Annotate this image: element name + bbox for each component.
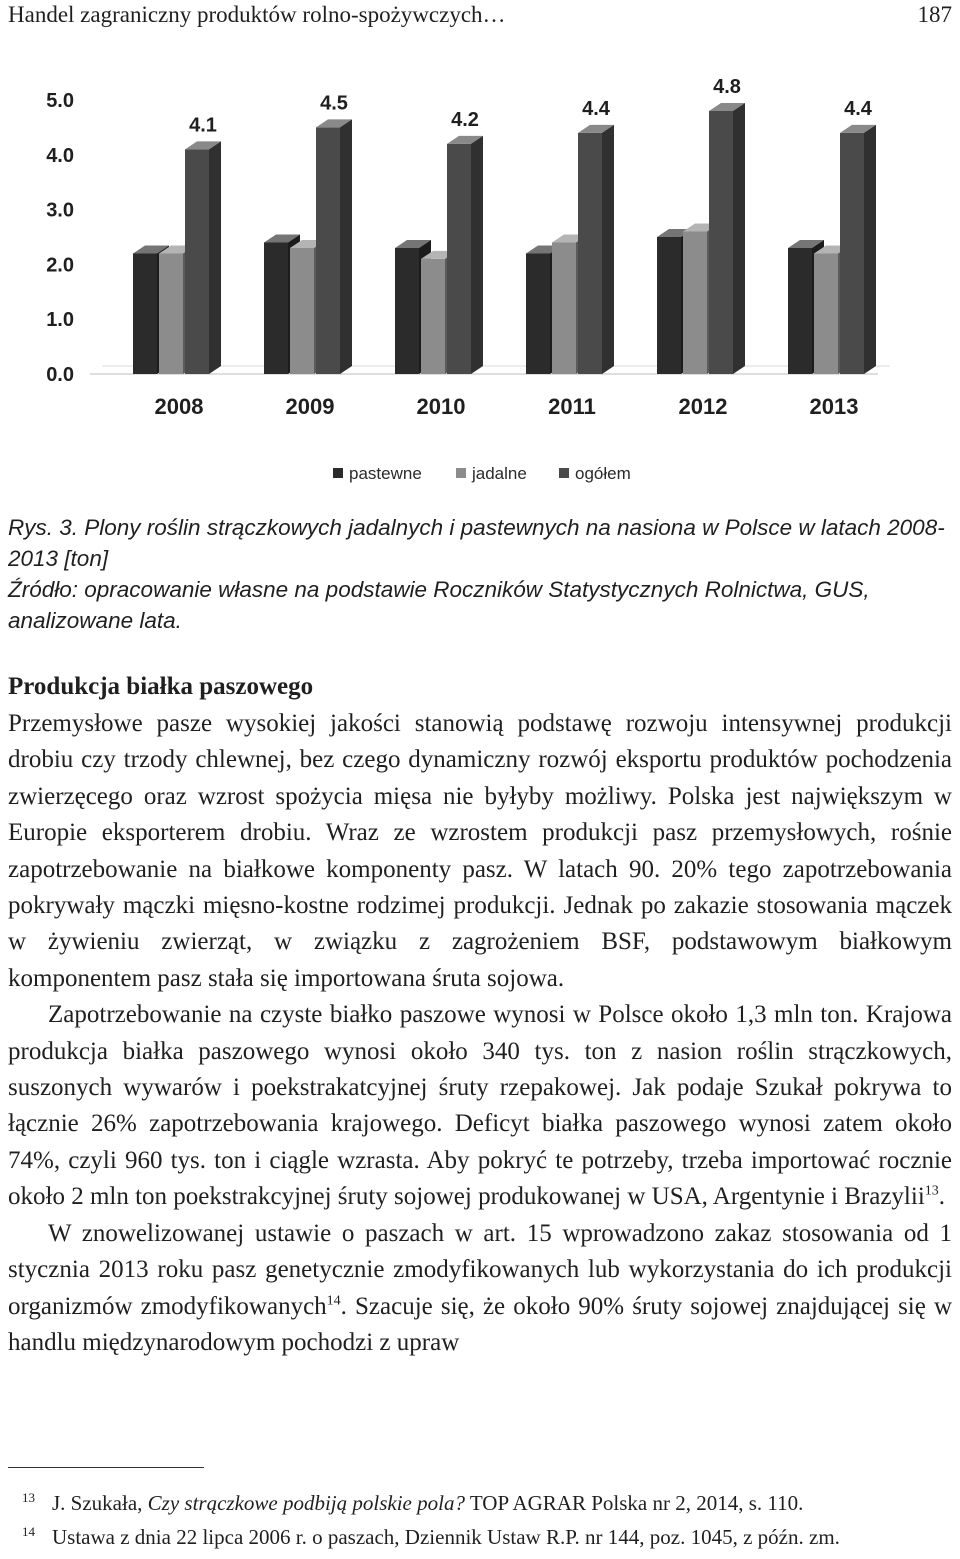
bar-chart: [0, 42, 960, 492]
bar-side: [471, 136, 483, 374]
bar-front: [185, 149, 209, 374]
bar-front: [526, 253, 550, 374]
bar-front: [683, 232, 707, 374]
data-label: 4.2: [451, 108, 479, 131]
bar-ogółem-2008: [185, 114, 221, 374]
bar-series-group: [90, 76, 890, 374]
y-axis-ticks: [46, 90, 74, 386]
bar-front: [159, 253, 183, 374]
y-tick-label: 0.0: [46, 364, 74, 386]
running-header: [8, 0, 952, 30]
footnote-14: [8, 1520, 952, 1554]
bar-front: [709, 111, 733, 374]
bar-ogółem-2009: [316, 92, 352, 374]
legend-item-pastewne: [333, 464, 422, 483]
x-tick-label: 2011: [548, 394, 596, 419]
x-axis-tick-labels: [155, 394, 859, 419]
bar-front: [788, 248, 812, 374]
y-tick-label: 3.0: [46, 199, 74, 222]
footnote-number: 13: [22, 1490, 35, 1505]
legend-label: ogółem: [575, 464, 631, 483]
footnote-text: [52, 1486, 803, 1520]
legend-item-ogółem: [559, 464, 631, 483]
bar-side: [733, 103, 745, 374]
legend-swatch: [559, 468, 569, 478]
x-tick-label: 2009: [285, 394, 335, 419]
bar-front: [290, 248, 314, 374]
bar-front: [578, 133, 602, 374]
data-label: 4.4: [844, 97, 872, 120]
footnote-number: 14: [22, 1524, 35, 1539]
x-tick-label: 2013: [809, 394, 859, 419]
footnote-ref-14: 14: [326, 1293, 341, 1309]
footnotes: [8, 1486, 952, 1554]
figure-source: Źródło: opracowanie własne na podstawie Roczników Statystycznych Rolnictwa, GUS, analizowane lata.: [8, 577, 870, 633]
bar-ogółem-2013: [840, 98, 876, 374]
data-label: 4.5: [320, 92, 348, 115]
y-tick-label: 5.0: [46, 90, 74, 112]
legend-swatch: [456, 468, 466, 478]
footnote-13: [8, 1486, 952, 1520]
bar-front: [447, 144, 471, 374]
chart-legend: [333, 464, 631, 483]
bar-side: [209, 141, 221, 374]
footnote-title: Czy strączkowe podbiją polskie pola?: [147, 1491, 465, 1515]
bar-front: [814, 253, 838, 374]
paragraph-2: [8, 997, 952, 1215]
bar-front: [316, 127, 340, 374]
section-heading: Produkcja białka paszowego: [8, 673, 314, 700]
legend-label: pastewne: [349, 464, 422, 483]
paragraph-2-end: .: [938, 1183, 946, 1211]
data-label: 4.1: [189, 114, 217, 137]
bar-front: [421, 259, 445, 374]
body-text: [8, 706, 952, 1361]
bar-front: [395, 248, 419, 374]
bar-side: [864, 125, 876, 374]
bar-front: [657, 237, 681, 374]
x-tick-label: 2008: [154, 394, 204, 419]
y-tick-label: 1.0: [46, 309, 74, 332]
data-label: 4.8: [713, 75, 741, 98]
bar-front: [840, 133, 864, 374]
bar-front: [133, 253, 157, 374]
paragraph-3-text-b: . Szacuje się, że około 90% śruty sojowej znajdującej się w handlu międzynarodowym pochodzi z upraw: [8, 1292, 952, 1356]
bar-side: [602, 125, 614, 374]
figure-title: Rys. 3. Plony roślin strączkowych jadalnych i pastewnych na nasiona w Polsce w latach 2008-2013 [ton]: [8, 515, 945, 571]
bar-front: [264, 242, 288, 374]
y-tick-label: 2.0: [46, 254, 74, 277]
footnote-text: Ustawa z dnia 22 lipca 2006 r. o paszach, Dziennik Ustaw R.P. nr 144, poz. 1045, z późn. zm.: [52, 1525, 840, 1549]
footnote-divider: [8, 1467, 204, 1468]
paragraph-2-text: Zapotrzebowanie na czyste białko paszowe wynosi w Polsce około 1,3 mln ton. Krajowa produkcja białka paszowego wynosi około 340 tys. ton z nasion roślin strączkowych, suszonych wywarów i poekstrakatcyjnej śruty rzepakowej. Jak podaje Szukał pokrywa to łącznie 26% zapotrzebowania krajowego. Deficyt białka paszowego wynosi zatem około 74%, czyli 960 tys. ton i ciągle wzrasta. Aby pokryć te potrzeby, trzeba importować rocznie około 2 mln ton poekstrakcyjnej śruty sojowej produkowanej w USA, Argentynie i Brazylii: [8, 1001, 952, 1211]
bar-front: [552, 242, 576, 374]
footnote-ref-13: 13: [924, 1183, 939, 1199]
paragraph-3: [8, 1216, 952, 1362]
running-title: Handel zagraniczny produktów rolno-spożywczych…: [8, 2, 506, 27]
x-tick-label: 2010: [416, 394, 466, 419]
data-label: 4.4: [582, 97, 610, 120]
paragraph-1: Przemysłowe pasze wysokiej jakości stanowią podstawę rozwoju intensywnej produkcji drobiu czy trzody chlewnej, bez czego dynamiczny rozwój eksportu produktów pochodzenia zwierzęcego oraz wzrost spożycia mięsa nie byłyby możliwy. Polska jest największym w Europie eksporterem drobiu. Wraz ze wzrostem produkcji pasz przemysłowych, rośnie zapotrzebowanie na białkowe komponenty pasz. W latach 90. 20% tego zapotrzebowania pokrywały mączki mięsno-kostne rodzimej produkcji. Jednak po zakazie stosowania mączek w żywieniu zwierząt, w związku z zagrożeniem BSF, podstawowym białkowym komponentem pasz stała się importowana śruta sojowa.: [8, 710, 952, 992]
figure-caption: [8, 512, 956, 636]
paragraph-3-text-a: W znowelizowanej ustawie o paszach w art. 15 wprowadzono zakaz stosowania od 1 stycznia 2013 roku pasz genetycznie zmodyfikowanych lub wykorzystania do ich produkcji organizmów zmodyfikowanych: [8, 1219, 952, 1320]
x-tick-label: 2012: [678, 394, 728, 419]
legend-swatch: [333, 468, 343, 478]
y-tick-label: 4.0: [46, 144, 74, 167]
bar-side: [340, 119, 352, 374]
bar-ogółem-2011: [578, 98, 614, 374]
page-number: 187: [917, 2, 952, 27]
bar-ogółem-2012: [709, 76, 745, 374]
bar-ogółem-2010: [447, 109, 483, 374]
footnote-publication: TOP AGRAR Polska nr 2, 2014, s. 110.: [464, 1491, 804, 1515]
legend-item-jadalne: [456, 464, 527, 483]
footnote-author: J. Szukała,: [52, 1491, 148, 1515]
legend-label: jadalne: [472, 464, 527, 483]
